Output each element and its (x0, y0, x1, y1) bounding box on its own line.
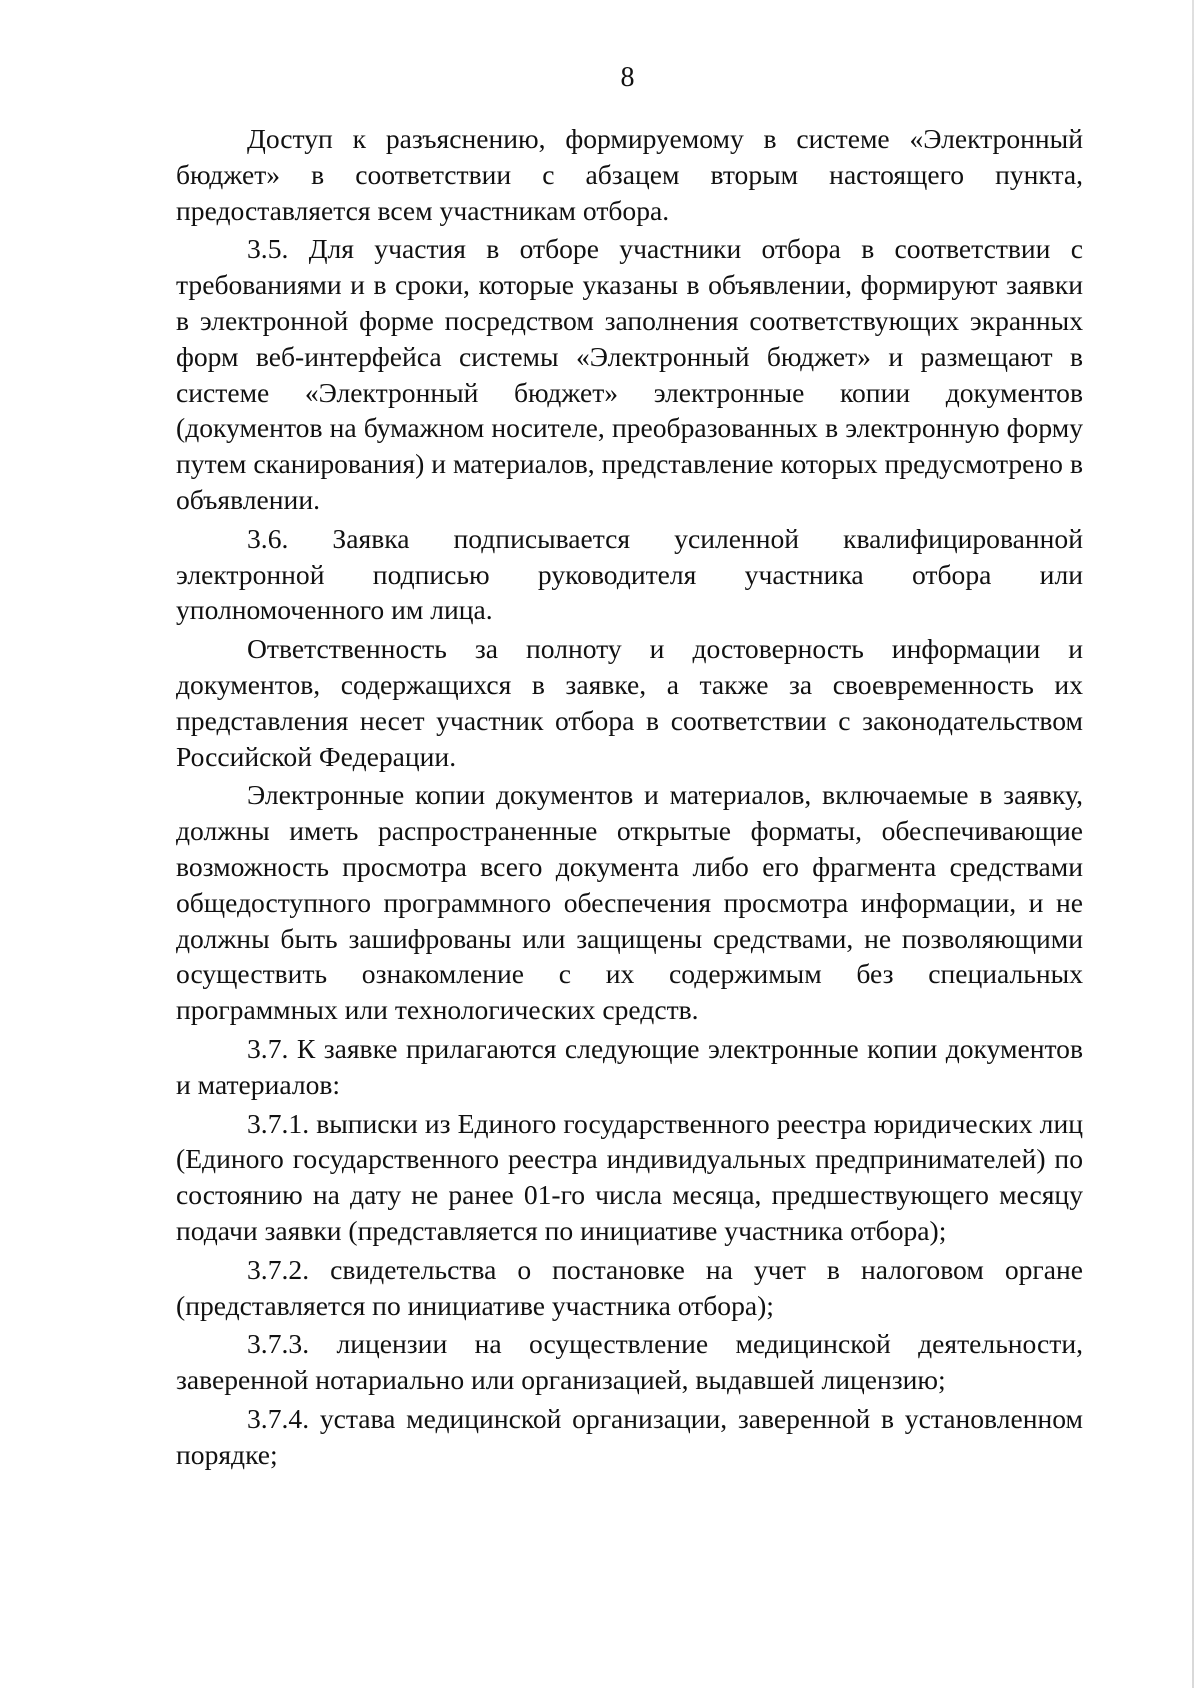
paragraph-3-6: 3.6. Заявка подписывается усиленной квалифицированной электронной подписью руководителя участника отбора или уполномоченного им лица. (176, 522, 1083, 626)
scan-edge-shadow (1192, 0, 1194, 1688)
paragraph-electronic-copies: Электронные копии документов и материалов, включаемые в заявку, должны иметь распространенные открытые форматы, обеспечивающие возможность просмотра всего документа либо его фрагмента средствами общедоступного программного обеспечения просмотра информации, и не должны быть зашифрованы или защищены средствами, не позволяющими осуществить ознакомление с их содержимым без специальных программных или технологических средств. (176, 779, 1083, 1026)
paragraph-3-7-2: 3.7.2. свидетельства о постановке на учет в налоговом органе (представляется по инициативе участника отбора); (176, 1253, 1083, 1321)
paragraph-3-5: 3.5. Для участия в отборе участники отбора в соответствии с требованиями и в сроки, которые указаны в объявлении, формируют заявки в электронной форме посредством заполнения соответствующих экранных форм веб-интерфейса системы «Электронный бюджет» и размещают в системе «Электронный бюджет» электронные копии документов (документов на бумажном носителе, преобразованных в электронную форму путем сканирования) и материалов, представление которых предусмотрено в объявлении. (176, 233, 1083, 515)
paragraph-3-7-3: 3.7.3. лицензии на осуществление медицинской деятельности, заверенной нотариально или организацией, выдавшей лицензию; (176, 1328, 1083, 1396)
paragraph-responsibility: Ответственность за полноту и достоверность информации и документов, содержащихся в заявке, а также за своевременность их представления несет участник отбора в соответствии с законодательством Российской Федерации. (176, 633, 1083, 772)
paragraph-access-clarification: Доступ к разъяснению, формируемому в системе «Электронный бюджет» в соответствии с абзацем вторым настоящего пункта, предоставляется всем участникам отбора. (176, 123, 1083, 226)
paragraph-3-7: 3.7. К заявке прилагаются следующие электронные копии документов и материалов: (176, 1032, 1083, 1100)
paragraph-3-7-1: 3.7.1. выписки из Единого государственного реестра юридических лиц (Единого государственного реестра индивидуальных предпринимателей) по состоянию на дату не ранее 01-го числа месяца, предшествующего месяцу подачи заявки (представляется по инициативе участника отбора); (176, 1107, 1083, 1246)
page-number: 8 (620, 62, 635, 93)
document-body (176, 121, 1083, 1472)
paragraph-3-7-4: 3.7.4. устава медицинской организации, заверенной в установленном порядке; (176, 1402, 1083, 1470)
